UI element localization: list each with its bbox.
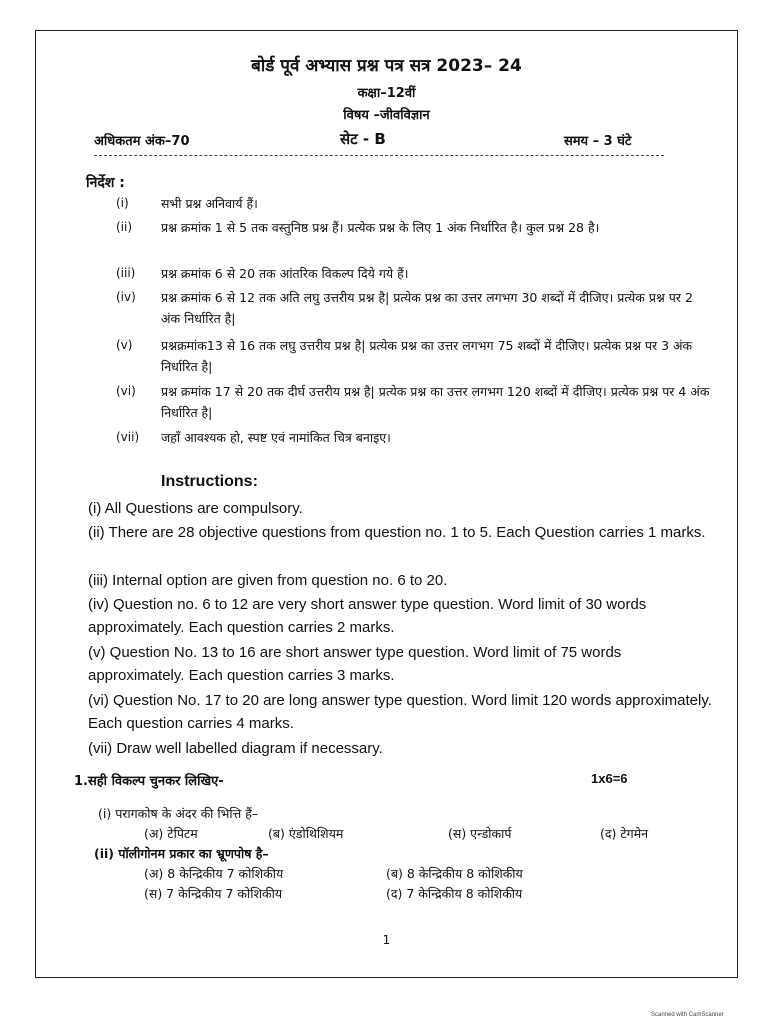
instruction-number: (iv)	[116, 290, 136, 304]
scanner-watermark: Scanned with CamScanner	[651, 1012, 724, 1018]
english-instruction: (v) Question No. 13 to 16 are short answer type question. Word limit of 75 words approximately. Each question carries 3 marks.	[88, 644, 622, 684]
instruction-number: (vi)	[116, 384, 136, 398]
instruction-number: (i)	[116, 196, 129, 210]
question-1-marks: 1x6=6	[591, 771, 628, 786]
class-label: कक्षा–12वीं	[357, 86, 416, 101]
question-1-heading: 1.सही विकल्प चुनकर लिखिए-	[74, 774, 224, 789]
english-instruction: (iv) Question no. 6 to 12 are very short answer type question. Word limit of 30 words approximately. Each question carries 2 marks.	[88, 596, 647, 636]
hindi-instruction	[116, 263, 716, 284]
instruction-text: प्रश्न क्रमांक 17 से 20 तक दीर्घ उत्तरीय प्रश्न है| प्रत्येक प्रश्न का उत्तर लगभग 120 शब्दों में दीजिए। प्रत्येक प्रश्न पर 4 अंक निर्धारित है|	[161, 384, 710, 420]
sub-question-2: (ii) पॉलीगोनम प्रकार का भ्रूणपोष है–	[94, 846, 269, 861]
option-a: (अ) 8 केन्द्रिकीय 7 कोशिकीय	[144, 866, 284, 881]
hindi-instruction	[116, 217, 716, 238]
max-marks: अधिकतम अंक–70	[94, 134, 190, 149]
instruction-number: (ii)	[116, 220, 133, 234]
option-c: (स) 7 केन्द्रिकीय 7 कोशिकीय	[144, 886, 283, 901]
instruction-text: प्रश्न क्रमांक 6 से 12 तक अति लघु उत्तरीय प्रश्न है| प्रत्येक प्रश्न का उत्तर लगभग 30 शब्दों में दीजिए। प्रत्येक प्रश्न पर 2 अंक निर्धारित है|	[161, 290, 693, 326]
instruction-text: प्रश्न क्रमांक 6 से 20 तक आंतरिक विकल्प दिये गये हैं।	[161, 266, 409, 281]
instruction-number: (vii)	[116, 430, 140, 444]
option-b: (ब) 8 केन्द्रिकीय 8 कोशिकीय	[386, 866, 523, 881]
hindi-instruction	[116, 335, 716, 377]
english-instruction: (vi) Question No. 17 to 20 are long answer type question. Word limit 120 words approximately. Each question carries 4 marks.	[88, 692, 712, 732]
english-instructions-heading: Instructions:	[161, 473, 258, 490]
hindi-instruction	[116, 287, 716, 329]
english-instruction: (ii) There are 28 objective questions from question no. 1 to 5. Each Question carries 1 marks.	[88, 524, 706, 541]
option-d: (द) 7 केन्द्रिकीय 8 कोशिकीय	[386, 886, 523, 901]
instruction-number: (v)	[116, 338, 133, 352]
instruction-text: जहाँ आवश्यक हो, स्पष्ट एवं नामांकित चित्र बनाइए।	[161, 430, 391, 445]
hindi-instruction	[116, 193, 716, 214]
option-d: (द) टेगमेन	[600, 826, 649, 841]
set-label: सेट - B	[340, 130, 386, 148]
hindi-instruction	[116, 427, 716, 448]
page-number: 1	[382, 933, 391, 947]
divider	[94, 155, 664, 156]
time-label: समय – 3 घंटे	[564, 134, 632, 149]
hindi-instructions-heading: निर्देश :	[86, 175, 125, 191]
exam-page	[35, 30, 738, 978]
instruction-text: प्रश्नक्रमांक13 से 16 तक लघु उत्तरीय प्रश्न है| प्रत्येक प्रश्न का उत्तर लगभग 75 शब्दों में दीजिए। प्रत्येक प्रश्न पर 3 अंक निर्धारित है|	[161, 338, 693, 374]
english-instruction: (vii) Draw well labelled diagram if necessary.	[88, 740, 383, 757]
instruction-text: सभी प्रश्न अनिवार्य हैं।	[161, 196, 258, 211]
hindi-instruction	[116, 381, 716, 423]
paper-title: बोर्ड पूर्व अभ्यास प्रश्न पत्र सत्र 2023– 24	[251, 56, 522, 76]
option-b: (ब) एंडोथिशियम	[268, 826, 344, 841]
option-a: (अ) टेपिटम	[144, 826, 198, 841]
sub-question-1: (i) परागकोष के अंदर की भित्ति हैं–	[98, 806, 259, 821]
english-instruction: (iii) Internal option are given from question no. 6 to 20.	[88, 572, 448, 589]
subject-label: विषय –जीवविज्ञान	[343, 108, 430, 123]
instruction-text: प्रश्न क्रमांक 1 से 5 तक वस्तुनिष्ठ प्रश्न हैं। प्रत्येक प्रश्न के लिए 1 अंक निर्धारित है। कुल प्रश्न 28 है।	[161, 220, 600, 235]
instruction-number: (iii)	[116, 266, 136, 280]
english-instruction: (i) All Questions are compulsory.	[88, 500, 303, 517]
option-c: (स) एन्डोकार्प	[448, 826, 512, 841]
